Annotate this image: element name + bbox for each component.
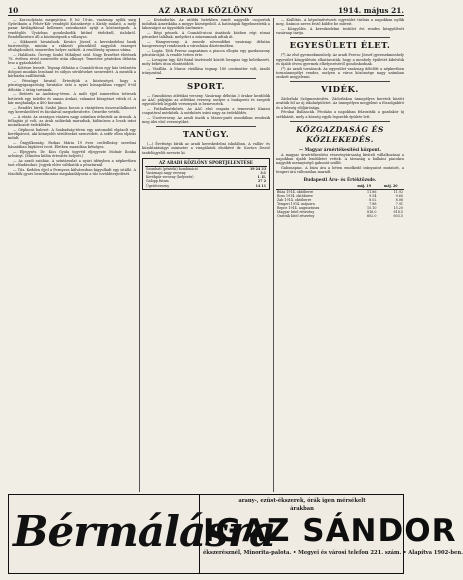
bourse-price: 9.54 (369, 194, 377, 199)
egyesuleti-heading: EGYESÜLETI ÉLET. (289, 41, 391, 52)
section-rule (156, 126, 256, 127)
issue-date: 1914. május 21. (338, 6, 404, 15)
bourse-price: 8.02 (369, 198, 377, 203)
bourse-item: Zab 1914. októberre (277, 198, 312, 203)
bourse-price: 15.20 (393, 206, 403, 211)
sports-report-value: 3:1 (260, 171, 266, 176)
videk-heading: VIDÉK. (321, 85, 359, 96)
ad-divider (199, 495, 200, 573)
news-paragraph: — Gépkocsi baleset. A Szabadság-téren egy automobil elgázolt egy kerékpárost, aki könnyebb sérüléseket szenvedett. A sofőr ellen eljárás indult. (8, 127, 136, 141)
advertisement (8, 494, 463, 574)
bourse-title: Budapesti Áru- és Értéktőzsde. (303, 177, 377, 183)
news-paragraph: — A vásár. Az országos vásárra nagy számban érkeztek az árusok. A felhajtás jó volt, az árak szilárdak maradtak, különösen a lovak iránt mutatkozott érdeklődés. (8, 114, 136, 128)
sports-report-row (145, 184, 267, 188)
sports-report-value: 27 2 (257, 179, 266, 184)
bourse-row (276, 214, 404, 218)
bourse-item: Tengeri 1914. májusra (277, 202, 315, 207)
news-paragraph: — Közgyűlés. A kereskedelmi testület évi rendes közgyűlését vasárnap tartja. (276, 27, 404, 36)
section-rule (290, 81, 390, 82)
news-paragraph: — Halálozás. Özvegy Szabó Mihályné szül. Nagy Erzsébet életének 78. évében rövid szenvedés után elhunyt. Temetése pénteken délután lesz a gyászházból. (8, 52, 136, 66)
bourse-item: Osztrák hitel részvény (277, 214, 315, 219)
news-paragraph: — Kivándorlás. Az utóbbi hetekben ismét nagyobb csoportok indultak Amerikába a megye községeiből. A hatóságok figyelmeztetik a lakosságot az ügynökök üzelmeire. (142, 18, 270, 31)
egyesuleti-news (276, 53, 404, 79)
bourse-price: 7.88 (369, 202, 377, 207)
sports-report-table (145, 167, 267, 188)
news-paragraph: — Grandiózus atlétikai verseny. Vasárnap délután 3 órakor kezdődik az AAC pályáján az atlétikai verseny, melyre a budapesti és szegedi egyesületek legjobb versenyzői is beneveztek. (142, 93, 270, 107)
header-rule (8, 15, 404, 16)
news-paragraph: (*) Az első gyermekmenhely. Az aradi Ferenc József gyermekmenhely egyesület közgyűlésén elhatározták, hogy a menhely épületét kibővítik és újabb ötven gyermek elhelyezéséről gondoskodnak. (276, 53, 404, 66)
column-1-news (8, 18, 136, 176)
sports-report-label: Szombati (pénteki) kombináció (146, 166, 198, 171)
sports-report-label: Ügetőverseny (146, 183, 170, 188)
news-paragraph: — Rendőri hírek. Szabó János kocsis a vásártéren összeszólalkozott egy kereskedővel és bicskával megsebesítette. Őrizetbe vették. (8, 105, 136, 114)
kozgazdasag-heading: KÖZGAZDASÁG ÉS KÖZLEKEDÉS. (296, 124, 384, 144)
bourse-column-header: máj. 19 (351, 183, 378, 190)
column-2 (142, 18, 270, 492)
news-paragraph: — Sikkasztó hivatalnok. Kovács József, a kereskedelmi bank tisztviselője, miután a rábízott pénzekből nagyobb összeget eltulajdonított, ismeretlen helyre szökött. A rendőrség nyomoz utána. (8, 39, 136, 53)
news-paragraph: — Pénzügyi hivatal. Értesítjük a közönséget, hogy a pénzügyigazgatóság hivatalos órái a nyári hónapokban reggel 8-tól délután 2 óráig tartanak. (8, 79, 136, 92)
bourse-price: 602.0 (366, 214, 377, 219)
sport-heading: SPORT. (186, 81, 226, 92)
sports-report-title: AZ ARADI KÖZLÖNY SPORTJELENTÉSE (145, 160, 267, 167)
bourse-price: 9.60 (395, 194, 403, 199)
news-paragraph: — Kiállítás. A képzőművészeti egyesület tárlata a napokban nyílik meg. Számos neves festő küldte be műveit. (276, 18, 404, 27)
sports-report-value: 14 11 (255, 183, 266, 188)
ad-line-1: arany-, ezüst-ékszerek, órák igen mérsékelt (238, 498, 366, 504)
news-paragraph: — Lovagias ügy. Két fiatal tisztviselő között lovagias ügy keletkezett, mely békés úton elintéződött. (142, 58, 270, 67)
sports-report-value: I. II. (257, 175, 266, 180)
tanugy-news (142, 142, 270, 155)
sports-report-label: Vasárnapi nagy verseny (146, 171, 186, 176)
bourse-price: 8.06 (395, 198, 403, 203)
news-paragraph: — Hangverseny. A zenede növendékei vasárnap délután hangversenyt rendeznek a városháza dísztermében. (142, 40, 270, 49)
column-3-news (276, 18, 404, 35)
news-paragraph: Pécskai Ballancák. Pécskán a napokban felavatták a gazdakör új székházát, mely a község egyik legszebb épülete lett. (276, 110, 404, 119)
column-2-news (142, 18, 270, 76)
bourse-item: Magyar hitel részvény (277, 210, 315, 215)
bourse-item: Rozs 1914. októberre (277, 194, 313, 199)
news-paragraph: — Az aradi színház. A színtársulat a nyári idényben a népkertben tart előadásokat. Jegyek előre válthatók a pénztárnál. (8, 159, 136, 168)
sports-report-box (142, 158, 270, 190)
ad-headline: Bérmálásra (13, 507, 276, 556)
ad-details (203, 497, 463, 571)
news-paragraph: — Kötésre leesett. Tegnap délután a Csanádi-úton egy ház tetőzetén dolgozó munkás lezuhant és súlyos sérüléseket szenvedett. A mentők a kórházba szállították. (8, 66, 136, 79)
section-rule (156, 78, 256, 79)
ad-address-line: ékszerésznél, Minorita-palota. • Megyei és városi telefon 221. szám. • Alapítva 1902-ben. (203, 550, 463, 556)
sports-report-label: Galopp futam (146, 179, 169, 184)
bourse-item: Búza 1914. októberre (277, 190, 314, 195)
news-paragraph: — Vízállás. A Maros vízállása tegnap 180 centiméter volt, áradó irányzattal. (142, 67, 270, 76)
news-paragraph: — Úszóverseny. Az aradi úszók a Maros-parti uszodában rendezik meg idei első versenyüket. (142, 115, 270, 125)
bourse-table (276, 183, 404, 218)
bourse-price: 11.92 (393, 190, 403, 195)
column-divider (139, 18, 140, 492)
bourse-item: Repce 1914. augusztusra (277, 206, 320, 211)
news-paragraph: Zádorlaki Szőgmentesítés. Zádorlakon ünnepélyes keretek között avatták fel az új iskolaépületet. Az ünnepélyen megjelent a főszolgabíró és a község elöljárósága. (276, 97, 404, 110)
sport-news (142, 94, 270, 125)
news-paragraph: — Öngyilkosság. Farkas Mária 19 éves cselédleány szerelmi bánatában lúgkövet ivott. Életben maradása kétséges. (8, 141, 136, 150)
news-paragraph: — Régi pénzek. A Csanádi-utcai ásatások közben régi római pénzeket találtak, melyeket a múzeumnak adtak át. (142, 31, 270, 40)
bourse-price: 11.86 (366, 190, 377, 195)
bourse-price: 816.0 (366, 210, 377, 215)
news-paragraph: (—) Érettségi bírák az aradi kereskedelmi iskolában. A vallás- és közoktatásügyi miniszter a vizsgálatok elnökévé dr. Kovács Dezső tanfelügyelőt nevezte ki. (142, 142, 270, 155)
news-paragraph: Gabonapiac. A búza ára a héten emelkedő irányzatot mutatott, a tengeri ára változatlan maradt. (276, 166, 404, 175)
bourse-price: 7.91 (395, 202, 403, 207)
paper-title: AZ ARADI KÖZLÖNY (158, 6, 254, 15)
news-paragraph: A magyar áruértékesítési részvénytársaság kiviteli vállalkozásai a napokban újabb lendületet vettek. A társaság a balkáni piacokra nagyobb mennyiségű gabonát szállít. (276, 152, 404, 166)
bourse-column-header: máj. 20 (377, 183, 404, 190)
sports-report-label: Kerékpár verseny (helyezés) (146, 175, 194, 180)
tanugy-heading: TANÜGY. (182, 130, 230, 141)
column-divider (273, 18, 274, 492)
videk-news (276, 97, 404, 119)
page-number: 10 (8, 6, 19, 15)
sports-report-value: 19 24 33 (249, 166, 266, 171)
news-paragraph: — Lopás. Tóth Ferenc napszámos a piacon ellopta egy gazdasszony pénztárcáját. A rendőr tetten érte. (142, 49, 270, 58)
kozgazdasag-news (276, 153, 404, 175)
column-1 (8, 18, 136, 492)
news-paragraph: — Futballmérkőzés. Az AAC első csapata a temesvári Kinizsi csapatával mérkőzik. A mérkőzés iránt nagy az érdeklődés. (142, 106, 270, 116)
section-rule (290, 121, 390, 122)
bourse-price: 818.5 (393, 210, 403, 215)
news-paragraph: — Korcsolyázás megnyitása. E hó 18-án, vasárnap nyílik meg Győröknön a Fehér-Kőr vendéglő Kutaskertje s Király mulató, a mely pazar kivilágítással kellemes szórakozást nyújt a közönségnek. A vendéglős Újvárban gondoskodik kitűnő ételekről, italokról. Rendelkezésre áll a közönségnek a villanyos. (8, 18, 136, 39)
section-rule (290, 37, 390, 38)
news-paragraph: — Tűz. Kedden éjjel a Pernyava külvárosban kigyulladt egy istálló. A tűzoltók gyors beavatkozása megakadályozta a tűz továbbterjedését. (8, 168, 136, 177)
news-paragraph: — Eljegyzés. Dr. Kiss Gyula ügyvéd eljegyezte Molnár Ilonka urleányt. (Minden külön értesítés helyett.) (8, 150, 136, 159)
news-paragraph: (*) Az aradi tornászok. Az egyesület vasárnap délelőtt a népkertben tornaünnepélyt rendez, melyen a város közönsége nagy számban szokott megjelenni. (276, 66, 404, 80)
kozgazdasag-subheading: — Magyar áruértékesítési központ. (299, 146, 381, 152)
ad-jeweler-name: IGAZ SÁNDOR (203, 513, 457, 549)
bourse-price: 603.5 (393, 214, 403, 219)
news-paragraph: — Betörés az Andrássy-téren. A múlt éjjel ismeretlen tettesek betörtek egy üzletbe és onnan árukat, valamint készpénzt vittek el. A kár meghaladja a 400 koronát. (8, 92, 136, 105)
ad-line-2: árakban (290, 506, 314, 512)
bourse-price: 15.10 (366, 206, 377, 211)
column-3 (276, 18, 404, 492)
